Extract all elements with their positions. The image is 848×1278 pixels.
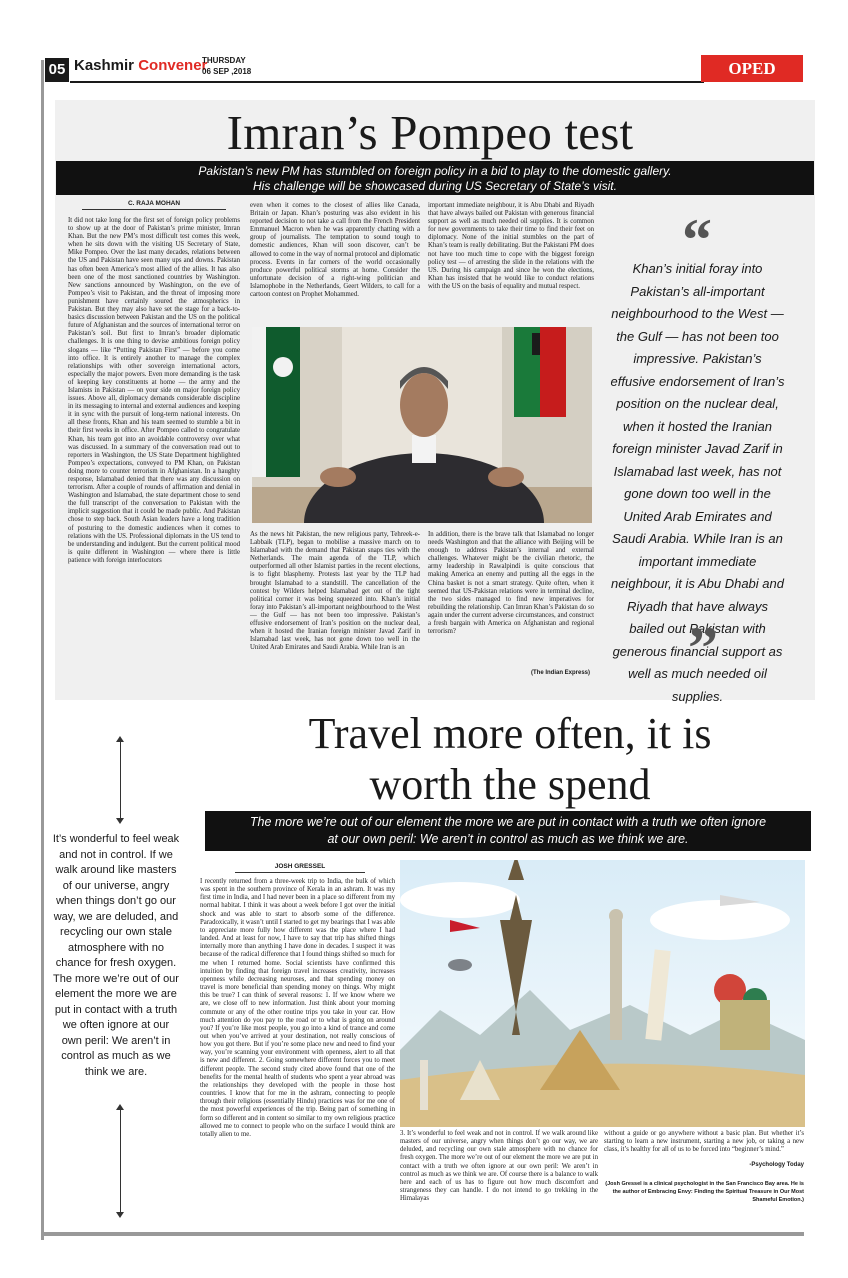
article-column-3 — [604, 1130, 804, 1204]
article-dek-line: His challenge will be showcased during US Secretary of State’s visit. — [253, 179, 617, 193]
article-column-3-bottom: In addition, there is the brave talk that Islamabad no longer needs Washington and that the alliance with Beijing will be enough to address Pakistan’s internal and external challenges. Whatever might be the civilian rhetoric, the army leadership in Rawalpindi is quite conscious that making America an enemy and putting all the eggs in the China basket is not a smart strategy. Quite often, when it seemed that US-Pakistan relations were in terminal decline, the two sides managed to find new imperatives for rebuilding the relationship. Can Imran Khan’s Pakistan do so again under the current adverse circumstances, and construct a fresh bargain with America on Afghanistan and regional terrorism? — [428, 531, 594, 636]
headline-line: Travel more often, it is — [308, 709, 712, 758]
article-column-2-bottom: As the news hit Pakistan, the new religious party, Tehreek-e-Labbaik (TLP), began to mobilise a massive march on to Islamabad with the demand that Pakistan snaps ties with the Netherlands. The main agenda of the TLP, which outperformed all other Islamist parties in the recent elections, is to fight blasphemy. Protests last year by the TLP had brought Islamabad to a standstill. The cancellation of the contest by Wilders helped Islamabad get out of the tight political corner it was being squeezed into. Khan’s initial foray into Pakistan’s all-important neighbourhood to the West — the Gulf — has not been too impressive. Pakistan’s effusive endorsement of Iran’s position on the nuclear deal, when it hosted the Iranian foreign minister Javad Zarif in Islamabad last week, has not gone down too well in the United Arab Emirates and Saudi Arabia. While Iran is an — [250, 531, 420, 652]
photo-illustration — [252, 327, 592, 523]
page-number: 05 — [45, 58, 69, 82]
arrow-up-icon — [116, 1104, 124, 1110]
byline-wrap — [235, 863, 365, 873]
page-bottom-rule — [41, 1232, 804, 1236]
close-quote-icon: ” — [688, 615, 718, 681]
issue-day: THURSDAY — [202, 56, 246, 65]
left-margin-rule — [41, 60, 44, 1240]
article-source: -Psychology Today — [749, 1162, 804, 1169]
arrow-line-top — [120, 740, 121, 820]
side-quote: It’s wonderful to feel weak and not in control. If we walk around like masters of our universe, angry when things don’t go our way, we are deluded, and recycling our own stale atmosphere with no chance for fresh oxygen. The more we’re out of our element the more we are put in contact with a truth we often ignore at our own peril: We aren’t in control as much as we think we are. — [52, 833, 180, 1078]
photo-illustration — [400, 860, 805, 1127]
photo-imran-khan — [252, 327, 592, 523]
article-column-2-top: even when it comes to the closest of allies like Canada, Britain or Japan. Khan’s posturing was also evident in his reported decision to not take a call from the French President Emmanuel Macron when he was apparently chatting with a group of journalists. The temptation to sound tough to domestic audiences, Khan will soon discover, can’t be allowed to come in the way of normal protocol and diplomatic process. Events in far corners of the world occasionally produce powerful political storms at home. Consider the unfortunate decision of a right-wing politician and Islamophobe in the Netherlands, Geert Wilders, to call for a cartoon contest on Prophet Mohammed. — [250, 202, 420, 299]
open-quote-icon: “ — [682, 207, 712, 273]
article-source: (The Indian Express) — [530, 670, 590, 676]
brand-name-part2: Convener — [138, 57, 208, 74]
byline: JOSH GRESSEL — [235, 863, 365, 873]
arrow-line-bottom — [120, 1108, 121, 1213]
issue-date — [202, 55, 251, 77]
article-column-1 — [68, 200, 240, 565]
article-dek-line: at our own peril: We aren’t in control as much as we think we are. — [327, 832, 689, 846]
article-dek — [56, 161, 814, 195]
article-column-3-top: important immediate neighbour, it is Abu Dhabi and Riyadh that have always bailed out Pakistan with generous financial support as well as much needed oil supplies. It is common for new governments to take their time to find their feet on diplomacy. None of the initial stumbles on the part of Khan’s team is really debilitating. But the Pakistani PM does not have too much time to cope with the biggest foreign policy test — of arresting the slide in the relations with the US. During his campaign and since he won the elections, Khan has insisted that he would like to conduct relations with the US on the basis of equality and mutual respect. — [428, 202, 594, 290]
headline-line: worth the spend — [369, 760, 651, 809]
arrow-up-icon — [116, 736, 124, 742]
arrow-down-icon — [116, 1212, 124, 1218]
article-column-1: I recently returned from a three-week trip to India, the bulk of which was spent in the southern province of Kerala in an ashram. It was my first time in India, and I had never been in a place so different from my normal habitat. I think it was about a week before I got over the initial shock and was able to start to absorb some of the difference. Paradoxically, it wasn’t until I started to get my bearings that I was able to appreciate more fully how different was the place where I had landed. And at least for now, I have to say that trip has shifted things internally more than anything I have done in decades. I suspect it was because of the radical difference that I found things shifted so much for me when I returned home. Social scientists have confirmed this intuition by finding that foreign travel increases creativity, increases openness while decreasing neuroses, and that spending money on travel is more beneficial than spending money on things. Why might this be true? I can think of several reasons: 1. If we know where we are, we close off to new information. Just think about your morning commute or any of the other routine trips you take in your car. How much attention do you pay to the road or to what is going on around you? If you’re like most people, you go into a kind of trance and come out when you’ve arrived at your destination, not really conscious of how you got there. But if you’re some place new and need to find your way, you’re scanning your environment with openness, alert to all that is new and different. 2. Going somewhere different forces you to meet different people. The second study cited above found that one of the benefits for the mental health of students who spent a year abroad was the relationships they developed with the people in those host countries. I know that for me in the ashram, connecting to people through their religious (essentially Hindu) practices was for me one of the most powerful experiences of the trip. Being part of something in form so different and in content so similar to my own religious practice allowed me to connect to people who on the surface I would think are totally alien to me. — [200, 878, 395, 1138]
brand-name-part1: Kashmir — [74, 57, 139, 74]
arrow-down-icon — [116, 818, 124, 824]
body-text: without a guide or go anywhere without a basic plan. But whether it’s starting to learn a new instrument, starting a new job, or taking a new class, it’s healthy for all of us to be forced into “beginner’s mind.” — [604, 1130, 804, 1154]
newspaper-brand — [74, 57, 207, 74]
pull-quote: Khan’s initial foray into Pakistan’s all-important neighbourhood to the West — the Gulf — has not been too impressive. Pakistan’s effusive endorsement of Iran’s position on the nuclear deal, when it hosted the Iranian foreign minister Javad Zarif in Islamabad last week, has not gone down too well in the United Arab Emirates and Saudi Arabia. While Iran is an important immediate neighbour, it is Abu Dhabi and Riyadh that have always bailed out Pakistan with generous financial support as well as much needed oil supplies. — [610, 261, 785, 704]
article-dek — [205, 811, 811, 851]
body-text: It did not take long for the first set of foreign policy problems to show up at the door of Pakistan’s prime minister, Imran Khan. But the new PM’s most difficult test comes this week, when he sits down with the visiting US Secretary of State, Mike Pompeo. Over the last many decades, relations between the US and Pakistan have seen many ups and downs. Pakistan has often been America’s most allied of the allies. It has also been one of the most sanctioned countries by Washington. New sanctions announced by Washington, on the eve of Pompeo’s visit to Pakistan, and the threat of imposing more punishment have certainly soured the atmospherics in Pakistan. But they may also have set the stage for a back-to-basics discussion between Pakistan and the US on the political future of Afghanistan and the sources of international terror on Pakistan’s soil. But first to Imran’s broader diplomatic challenges. It is one thing to devise ambitious foreign policy slogans — like “Putting Pakistan First” — before you come into office. It is entirely another to manage the complex relationships with other sovereign international actors, especially the major powers. Even more demanding is the task of keeping key constituents at home — the army and the Islamists in Pakistan — on your side on major foreign policy issues. Above all, diplomacy demands considerable discipline in its messaging to internal and external audiences and keeping it in sync with the pursuit of long-term national interests. On all these fronts, Khan and his team seemed to stumble a bit in their first weeks in office. After Pompeo called to congratulate Khan, his team got into an avoidable controversy over what was discussed. In a summary of the conversation read out to reporters in Washington, the US State Department highlighted Pompeo’s expectations, conveyed to PM Khan, on Pakistan doing more to counter terrorism in Afghanistan. In a haughty response, Islamabad denied that there was any discussion on terrorism. After a couple of rounds of affirmation and denial in Washington and Islamabad, the state department chose to send the full transcript of the conversation to Pakistan with the implicit suggestion that it could be made public. And Pakistan chose to step back. South Asian leaders have a long tradition of posturing to the domestic audiences when it comes to relations with the US. Professional diplomats in the US tend to be understanding and indulgent. But the current political mood is quite different in Washington — where there is little patience with foreign interlocutors — [68, 217, 240, 564]
article-headline — [200, 708, 820, 810]
masthead-rule — [70, 81, 704, 83]
section-label: OPED — [701, 55, 803, 82]
article-dek-line: Pakistan’s new PM has stumbled on foreign policy in a bid to play to the domestic gallery. — [198, 164, 672, 178]
photo-travel-collage — [400, 860, 805, 1127]
issue-date-text: 06 SEP ,2018 — [202, 67, 252, 76]
author-bio: (Josh Gressel is a clinical psychologist in the San Francisco Bay area. He is the author of Embracing Envy: Finding the Spiritual Treasure in Our Most Shameful Emotion.) — [605, 1181, 804, 1204]
byline: C. RAJA MOHAN — [82, 200, 226, 210]
article-dek-line: The more we’re out of our element the more we are put in contact with a truth we often ignore — [249, 815, 767, 829]
article-headline: Imran’s Pompeo test — [226, 105, 634, 160]
article-column-2: 3. It’s wonderful to feel weak and not in control. If we walk around like masters of our universe, angry when things don’t go our way, we are deluded, and recycling our own stale atmosphere with no chance for fresh oxygen. The more we’re out of our element the more we are put in contact with a truth we often ignore at our own peril: We aren’t in control as much as we think we are. Of course there is a balance to walk here and each of us has to figure out how much discomfort and strangeness they can handle. I do not intend to go trekking in the Himalayas — [400, 1130, 598, 1203]
